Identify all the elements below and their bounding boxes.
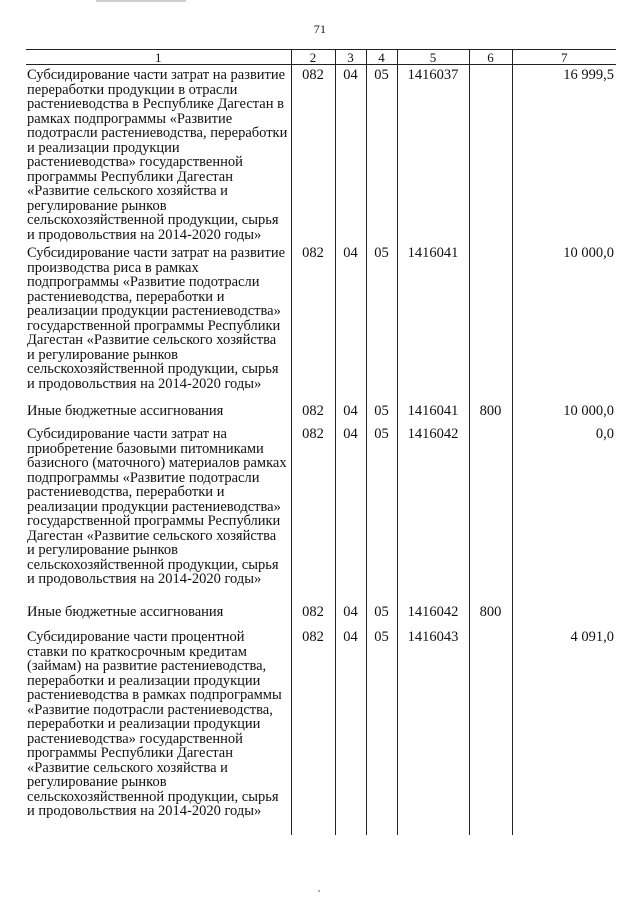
row-ministry: 082 (291, 627, 335, 835)
budget-table (26, 49, 616, 835)
row-name: Иные бюджетные ассигнования (27, 403, 224, 419)
row-target: 1416042 (397, 424, 469, 602)
header-col-4: 4 (366, 50, 397, 65)
row-target: 1416043 (397, 627, 469, 835)
row-subsection: 05 (366, 401, 397, 424)
row-section: 04 (335, 401, 366, 424)
table-row (26, 65, 616, 244)
header-col-5: 5 (397, 50, 469, 65)
row-section: 04 (335, 627, 366, 835)
row-amount (512, 602, 616, 627)
row-section: 04 (335, 602, 366, 627)
row-amount: 10 000,0 (512, 401, 616, 424)
header-col-6: 6 (469, 50, 512, 65)
header-col-2: 2 (291, 50, 335, 65)
scan-dot-artifact (318, 890, 320, 892)
row-ministry: 082 (291, 602, 335, 627)
row-amount: 0,0 (512, 424, 616, 602)
row-name: Субсидирование части затрат на развитие производства риса в рамках подпрограммы «Развитие подотрасли растениеводства, переработки и реализации продукции растениеводства» государственной программы Республики Дагестан «Развитие сельского хозяйства и регулирование рынков сельскохозяйственной продукции, сырья и продовольствия на 2014-2020 годы» (27, 245, 286, 392)
budget-table-container (26, 49, 616, 829)
top-scan-artifact (96, 0, 186, 2)
row-target: 1416037 (397, 65, 469, 244)
row-name: Иные бюджетные ассигнования (27, 604, 224, 620)
header-col-7: 7 (512, 50, 616, 65)
row-subsection: 05 (366, 424, 397, 602)
row-section: 04 (335, 424, 366, 602)
row-expense-type: 800 (469, 602, 512, 627)
row-subsection: 05 (366, 65, 397, 244)
row-expense-type (469, 243, 512, 401)
row-target: 1416041 (397, 401, 469, 424)
row-amount: 10 000,0 (512, 243, 616, 401)
row-target: 1416041 (397, 243, 469, 401)
page-number: 71 (313, 22, 327, 36)
row-subsection: 05 (366, 627, 397, 835)
row-expense-type (469, 65, 512, 244)
row-ministry: 082 (291, 65, 335, 244)
row-ministry: 082 (291, 243, 335, 401)
table-row (26, 401, 616, 424)
header-col-3: 3 (335, 50, 366, 65)
row-subsection: 05 (366, 243, 397, 401)
row-amount: 4 091,0 (512, 627, 616, 835)
table-row (26, 627, 616, 835)
row-subsection: 05 (366, 602, 397, 627)
row-amount: 16 999,5 (512, 65, 616, 244)
row-ministry: 082 (291, 424, 335, 602)
row-name: Субсидирование части затрат на развитие переработки продукции в отрасли растениеводства в Республике Дагестан в рамках подпрограммы «Развитие подотрасли растениеводства, переработки и реализации продукции растениеводства» государственной программы Республики Дагестан «Развитие сельского хозяйства и регулирование рынков сельскохозяйственной продукции, сырья и продовольствия на 2014-2020 годы» (27, 67, 288, 243)
table-header-row (26, 50, 616, 65)
row-name: Субсидирование части процентной ставки по краткосрочным кредитам (займам) на развитие растениеводства, переработки и реализации продукции растениеводства в рамках подпрограммы «Развитие подотрасли растениеводства, переработки и реализации продукции растениеводства» государственной программы Республики Дагестан «Развитие сельского хозяйства и регулирование рынков сельскохозяйственной продукции, сырья и продовольствия на 2014-2020 годы» (27, 629, 282, 819)
row-section: 04 (335, 243, 366, 401)
row-expense-type (469, 627, 512, 835)
row-section: 04 (335, 65, 366, 244)
table-row (26, 602, 616, 627)
row-target: 1416042 (397, 602, 469, 627)
row-expense-type (469, 424, 512, 602)
table-row (26, 243, 616, 401)
header-col-1: 1 (26, 50, 291, 65)
table-row (26, 424, 616, 602)
row-ministry: 082 (291, 401, 335, 424)
row-expense-type: 800 (469, 401, 512, 424)
row-name: Субсидирование части затрат на приобретение базовыми питомниками базисного (маточного) материалов рамках подпрограммы «Развитие подотрасли растениеводства, переработки и реализации продукции растениеводства» государственной программы Республики Дагестан «Развитие сельского хозяйства и регулирование рынков сельскохозяйственной продукции, сырья и продовольствия на 2014-2020 годы» (27, 426, 287, 587)
